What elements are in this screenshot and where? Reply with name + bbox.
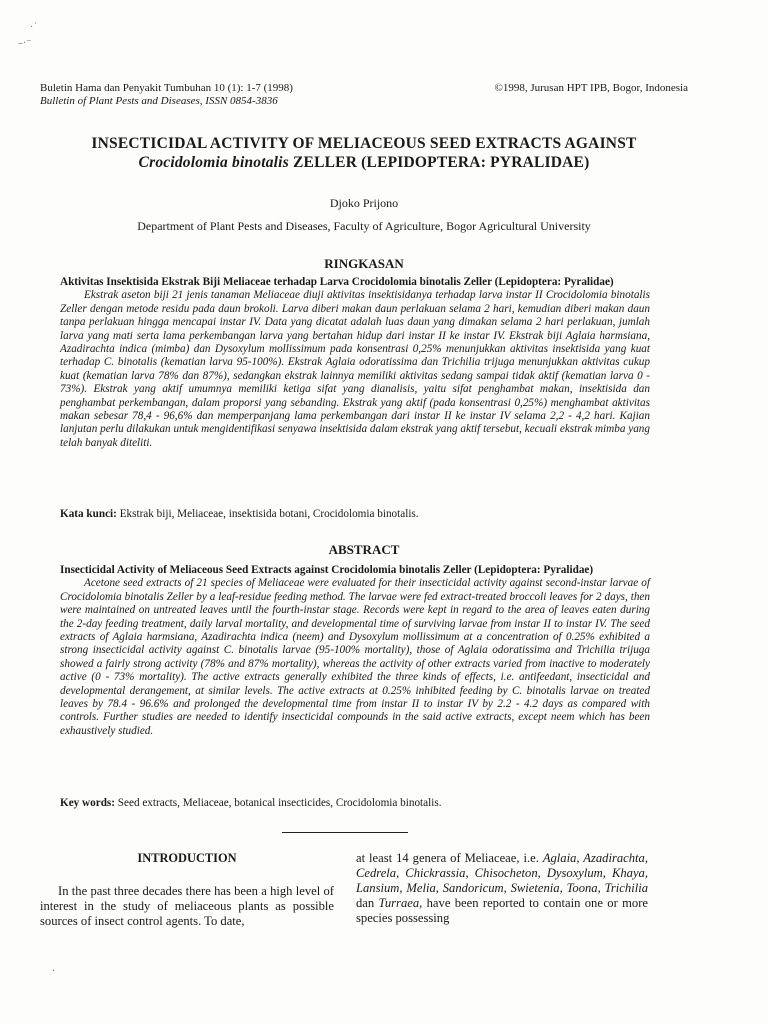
journal-line-1: Buletin Hama dan Penyakit Tumbuhan 10 (1): 1-7 (1998)	[40, 82, 293, 94]
intro-genera-list: Aglaia, Azadirachta, Cedrela, Chickrassia, Chisocheton, Dysoxylum, Khaya, Lansium, Melia, Sandoricum, Swietenia, Toona, Trichilia	[356, 851, 648, 895]
ringkasan-heading: RINGKASAN	[324, 256, 404, 271]
abstract-keywords	[60, 797, 650, 809]
abstract-title: Insecticidal Activity of Meliaceous Seed Extracts against Crocidolomia binotalis Zeller (Lepidoptera: Pyralidae)	[60, 564, 594, 576]
ringkasan-block	[60, 276, 650, 450]
abstract-heading: ABSTRACT	[328, 542, 400, 557]
section-divider	[282, 832, 408, 833]
title-species: Crocidolomia binotalis	[138, 154, 289, 171]
copyright-line: ©1998, Jurusan HPT IPB, Bogor, Indonesia	[494, 82, 688, 94]
journal-line-2: Bulletin of Plant Pests and Diseases, ISSN 0854-3836	[40, 95, 278, 107]
paper-title	[40, 134, 688, 172]
abstract-keywords-text: Seed extracts, Meliaceae, botanical insecticides, Crocidolomia binotalis.	[117, 797, 442, 809]
ringkasan-keywords-text: Ekstrak biji, Meliaceae, insektisida botani, Crocidolomia binotalis.	[119, 508, 419, 520]
intro-left-column	[40, 851, 334, 929]
author-name: Djoko Prijono	[329, 196, 399, 210]
ringkasan-body: Ekstrak aseton biji 21 jenis tanaman Meliaceae diuji aktivitas insektisidanya terhadap larva instar II Crocidolomia binotalis Zeller dengan metode residu pada daun brokoli. Larva diberi makan daun perlakuan selama 2 hari, kemudian diberi makan daun tanpa perlakuan hingga mencapai instar IV. Data yang dicatat adalah luas daun yang dimakan selama 2 hari perlakuan, jumlah larva yang mati serta lama perkembangan larva yang bertahan hidup dari instar II ke instar IV. Ekstrak biji Aglaia harmsiana, Azadirachta indica (mimba) dan Dysoxylum mollissimum pada konsentrasi 0,25% menunjukkan aktivitas insektisida yang kuat terhadap C. binotalis (kematian larva 95-100%). Ekstrak Aglaia odoratissima dan Trichilia trijuga menunjukkan aktivitas cukup kuat (kematian larva 78% dan 87%), sedangkan ekstrak lainnya memiliki aktivitas sedang sampai tidak aktif (kematian larva 0 - 73%). Ekstrak yang aktif umumnya memiliki ketiga sifat yang dianalisis, yaitu sifat penghambat makan, insektisida dan penghambat perkembangan, dalam proporsi yang sebanding. Ekstrak yang aktif (pada konsentrasi 0,25%) menghambat aktivitas makan sebesar 78,4 - 96,6% dan memperpanjang lama perkembangan dari instar II ke instar IV selama 2,2 - 4,2 hari. Kajian lanjutan perlu dilakukan untuk mengidentifikasi senyawa insektisida dalam ekstrak yang aktif tersebut, kecuali ekstrak mimba yang telah banyak diteliti.	[60, 289, 650, 449]
abstract-body: Acetone seed extracts of 21 species of Meliaceae were evaluated for their insecticidal activity against second-instar larvae of Crocidolomia binotalis Zeller by a leaf-residue feeding method. The larvae were fed extract-treated broccoli leaves for 2 days, then were maintained on untreated leaves until the fourth-instar stage. Records were kept in regard to the area of leaves eaten during the 2-day feeding treatment, daily larval mortality, and developmental time of surviving larvae from instar II to instar IV. The seed extracts of Aglaia harmsiana, Azadirachta indica (neem) and Dysoxylum mollissimum at a concentration of 0.25% exhibited a strong insecticidal activity against C. binotalis larvae (95-100% mortality), those of Aglaia odoratissima and Trichilia trijuga showed a fairly strong activity (78% and 87% mortality), whereas the activity of other extracts varied from inactive to moderately active (0 - 73% mortality). The active extracts generally exhibited the three kinds of effects, i.e. antifeedant, insecticidal and developmental derangement, at similar levels. The active extracts at 0.25% inhibited feeding by C. binotalis larvae on treated leaves by 78.4 - 96.6% and prolonged the developmental time from instar II to instar IV by 2.2 - 4.2 days as compared with controls. Further studies are needed to identify insecticidal compounds in the said active extracts, except neem which has been exhaustively studied.	[60, 577, 650, 737]
introduction-heading: INTRODUCTION	[137, 851, 237, 865]
intro-right-mid: dan	[356, 896, 379, 910]
title-line-2	[40, 153, 688, 172]
intro-paragraph-left: In the past three decades there has been a high level of interest in the study of meliaceous plants as possible sources of insect control agents. To date,	[40, 884, 334, 928]
intro-paragraph-right	[356, 851, 648, 926]
intro-right-start: at least 14 genera of Meliaceae, i.e.	[356, 851, 543, 865]
ringkasan-title: Aktivitas Insektisida Ekstrak Biji Meliaceae terhadap Larva Crocidolomia binotalis Zeller (Lepidoptera: Pyralidae)	[60, 276, 614, 288]
intro-genus-last: Turraea	[378, 896, 420, 910]
ringkasan-keywords-label: Kata kunci:	[60, 508, 117, 520]
abstract-keywords-label: Key words:	[60, 797, 115, 809]
intro-right-end: , have been reported to contain one or more species possessing	[356, 896, 648, 925]
title-line-1: INSECTICIDAL ACTIVITY OF MELIACEOUS SEED EXTRACTS AGAINST	[91, 135, 637, 152]
ringkasan-keywords	[60, 508, 650, 520]
scan-mark: ·	[52, 966, 56, 977]
abstract-block	[60, 564, 650, 738]
scan-mark: ·˙	[30, 22, 39, 33]
scan-mark: –·⁻	[18, 38, 32, 49]
intro-right-column	[356, 851, 648, 926]
author-affiliation: Department of Plant Pests and Diseases, Faculty of Agriculture, Bogor Agricultural University	[137, 219, 591, 233]
title-rest: ZELLER (LEPIDOPTERA: PYRALIDAE)	[288, 154, 590, 171]
